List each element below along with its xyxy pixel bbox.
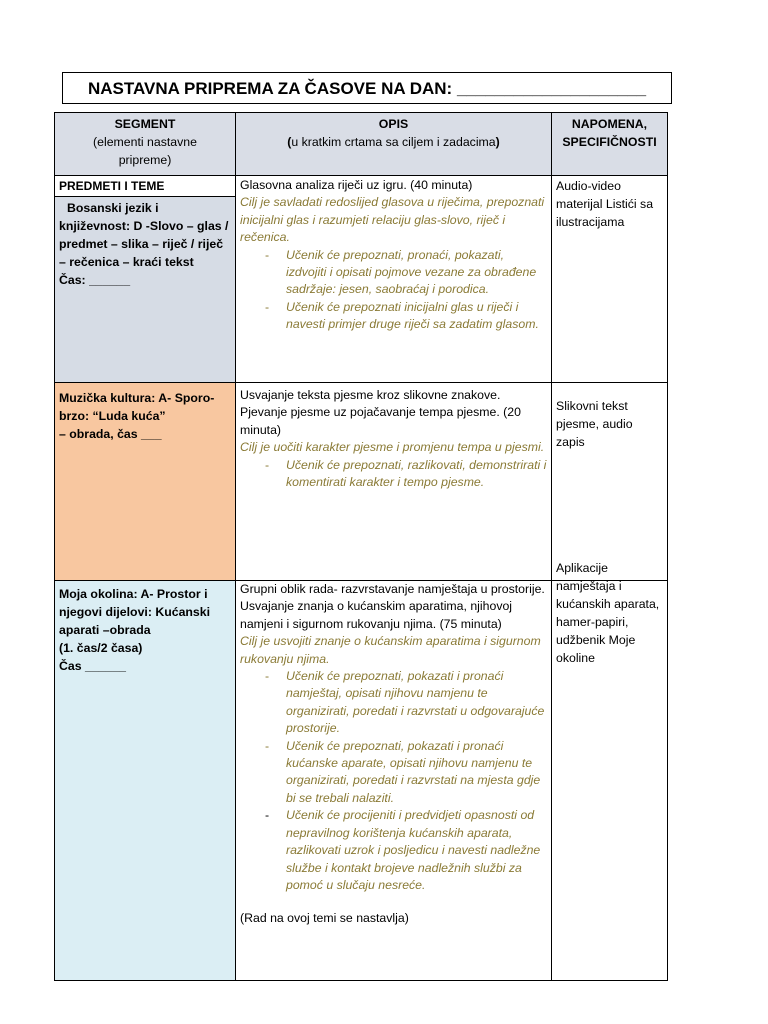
goal-text: Cilj je usvojiti znanje o kućanskim aparatima i sigurnom rukovanju njima. — [240, 634, 541, 666]
segment-bosanski-cas: Čas: ______ — [59, 273, 131, 287]
task-list — [240, 668, 547, 894]
task-list — [240, 457, 547, 492]
segment-cell-muzicka — [55, 383, 236, 581]
task-list — [240, 247, 547, 334]
description-cell-bosanski — [236, 176, 552, 383]
napomena-header — [552, 113, 668, 176]
description-cell-okolina — [236, 581, 552, 981]
segment-header — [55, 113, 236, 176]
segment-header-sub: (elementi nastavne pripreme) — [93, 135, 197, 167]
note-cell-okolina — [552, 561, 668, 981]
napomena-header-title: NAPOMENA, SPECIFIČNOSTI — [562, 117, 657, 149]
list-item: - Učenik će prepoznati, pokazati i pronaći namještaj, opisati njihovu namjenu te organizirati, poredati i razvrstati u odgovarajuće prostorije. — [286, 668, 547, 738]
note-okolina: Aplikacije namještaja i kućanskih aparata, hamer-papiri, udžbenik Moje okoline — [556, 561, 660, 665]
goal-text: Cilj je savladati redoslijed glasova u riječima, prepoznati inicijalni glas i razumjeti relaciju glas-slovo, riječ i rečenica. — [240, 195, 545, 245]
goal-text: Cilj je uočiti karakter pjesme i promjenu tempa u pjesmi. — [240, 440, 545, 455]
segment-cell-okolina — [55, 581, 236, 981]
lesson-plan-table — [54, 112, 668, 981]
intro-text: Usvajanje teksta pjesme kroz slikovne znakove. Pjevanje pjesme uz pojačavanje tempa pjesme. (20 minuta) — [240, 388, 521, 437]
table-row — [55, 176, 668, 383]
segment-bosanski: Bosanski jezik i književnost: D -Slovo – glas / predmet – slika – riječ / riječ – rečenica – kraći tekst — [59, 201, 229, 269]
opis-header — [236, 113, 552, 176]
list-item: - Učenik će prepoznati, pokazati i pronaći kućanske aparate, opisati njihovu namjenu te organizirati, poredati i razvrstati na mjesta gdje bi se trebali nalaziti. — [286, 738, 547, 808]
segment-okolina: Moja okolina: A- Prostor i njegovi dijelovi: Kućanski aparati –obrada — [59, 587, 211, 637]
intro-text: Grupni oblik rada- razvrstavanje namještaja u prostorije. Usvajanje znanja o kućanskim aparatima, njihovoj namjeni i sigurnom rukovanju njima. (75 minuta) — [240, 582, 545, 631]
list-item: - Učenik će prepoznati, razlikovati, demonstrirati i komentirati karakter i tempo pjesme. — [286, 457, 547, 492]
list-item: - Učenik će procijeniti i predvidjeti opasnosti od nepravilnog korištenja kućanskih aparata, razlikovati uzrok i posljedicu i navesti nadležne službe i kontakt brojeve nadležnih službi za pomoć u slučaju nesreće. — [286, 807, 547, 894]
continuation-text: (Rad na ovoj temi se nastavlja) — [240, 911, 409, 926]
page-title: NASTAVNA PRIPREMA ZA ČASOVE NA DAN: ____________________ — [62, 72, 672, 104]
opis-header-title: OPIS — [378, 117, 409, 131]
segment-muzicka-2: – obrada, čas ___ — [59, 427, 162, 441]
segment-muzicka: Muzička kultura: A- Sporo-brzo: “Luda kuća” — [59, 391, 215, 423]
segment-header-title: SEGMENT — [114, 117, 176, 131]
segment-okolina-2: (1. čas/2 časa) — [59, 641, 143, 655]
note-cell-muzicka: Slikovni tekst pjesme, audio zapis — [552, 383, 668, 581]
segment-cell-bosanski — [55, 176, 236, 383]
list-item: - Učenik će prepoznati, pronaći, pokazati, izdvojiti i opisati pojmove vezane za obrađene sadržaje: jesen, saobraćaj i porodica. — [286, 247, 547, 299]
description-cell-muzicka — [236, 383, 552, 581]
list-item: - Učenik će prepoznati inicijalni glas u riječi i navesti primjer druge riječi sa zadatim glasom. — [286, 299, 547, 334]
table-row — [55, 383, 668, 581]
predmeti-label: PREDMETI I TEME — [55, 176, 235, 197]
note-cell-bosanski: Audio-video materijal Listići sa ilustracijama — [552, 176, 668, 383]
table-row — [55, 581, 668, 981]
intro-text: Glasovna analiza riječi uz igru. (40 minuta) — [240, 178, 473, 192]
header-row — [55, 113, 668, 176]
segment-okolina-cas: Čas ______ — [59, 659, 127, 673]
opis-header-sub: (u kratkim crtama sa ciljem i zadacima) — [287, 135, 500, 149]
